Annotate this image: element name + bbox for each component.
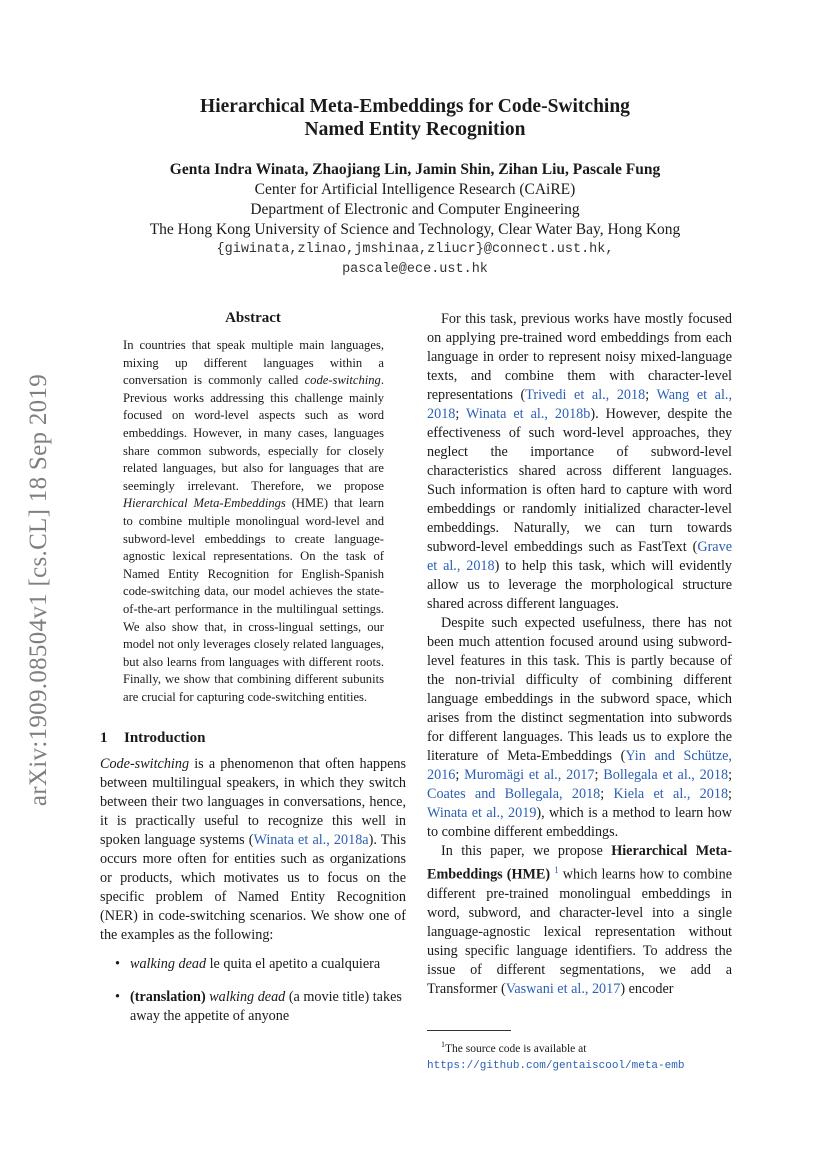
separator: ;	[728, 767, 733, 783]
paper-title	[100, 95, 730, 141]
citation-link[interactable]: Grave et al., 2018	[427, 539, 732, 574]
text-run: walking dead	[209, 989, 286, 1006]
author-names: Genta Indra Winata, Zhaojiang Lin, Jamin Shin, Zihan Liu, Pascale Fung	[169, 161, 661, 178]
example-list	[100, 955, 406, 1026]
text-run: For this task, previous works have mostly focused on applying pre-trained word embeddings from each language in order to represent noisy mixed-language texts, and combine them with character-level representations (	[427, 311, 732, 403]
section-number: 1	[100, 730, 108, 747]
email-line-2: pascale@ece.ust.hk	[342, 262, 488, 277]
footnote	[427, 1037, 732, 1074]
text-run: ). However, despite the effectiveness of such word-level approaches, they neglect the importance of subword-level characteristics shared across different languages. Such information is often hard to capture with word embeddings or randomly initialized character-level embeddings. Naturally, we can turn towards subword-level embeddings such as FastText (	[427, 406, 733, 555]
text-run: (translation)	[130, 989, 206, 1006]
example-item	[112, 955, 406, 974]
body-paragraph	[427, 310, 732, 614]
text-run: ), which is a method to learn how to combine different embeddings.	[427, 805, 732, 840]
author-block	[100, 160, 730, 280]
separator: ;	[594, 767, 604, 783]
abstract-part: In countries that speak multiple main languages, mixing up different languages within a conversation is commonly called	[123, 338, 384, 388]
text-run: which learns how to combine different pre-trained monolingual embeddings in word, subword, and character-level into a single language-agnostic lexical representation without using specific language identifiers. To address the issue of different segmentations, we add a Transformer (	[427, 866, 733, 997]
method-name: Hierarchical Meta-Embeddings (HME)	[427, 843, 732, 883]
example-item	[112, 988, 406, 1026]
intro-paragraph	[100, 755, 406, 945]
body-paragraph	[427, 842, 732, 999]
citation-link[interactable]: Yin and Schütze, 2016	[427, 748, 732, 783]
separator: ;	[645, 387, 657, 403]
text-run: walking dead	[130, 956, 207, 973]
citation-link[interactable]: Kiela et al., 2018	[613, 786, 729, 802]
footnote-divider	[427, 1030, 511, 1031]
abstract-part: . Previous works addressing this challenge mainly focused on word-level aspects such as word embeddings. However, in many cases, languages share common subwords, especially for closely related languages, but also for languages that are seemingly irrelevant. Therefore, we propose	[123, 373, 384, 493]
text-run: In this paper, we propose	[441, 843, 612, 859]
term: Code-switching	[100, 756, 190, 773]
citation-link[interactable]: Winata et al., 2019	[427, 805, 537, 821]
separator: ;	[600, 786, 614, 802]
footnote-marker[interactable]: 1	[554, 865, 559, 875]
left-column	[100, 310, 406, 1040]
title-line-1: Hierarchical Meta-Embeddings for Code-Switching	[200, 96, 630, 117]
text-run: Despite such expected usefulness, there has not been much attention focused around using subword-level features in this task. This is partly because of the non-trivial difficulty of combining different language embeddings in the subword space, which arises from the distinct segmentation into subwords for different languages. This leads us to explore the literature of Meta-Embeddings (	[427, 615, 732, 764]
abstract-text	[123, 337, 384, 706]
title-line-2: Named Entity Recognition	[304, 119, 526, 140]
footnote-text: The source code is available at	[445, 1042, 587, 1055]
section-title: Introduction	[124, 730, 206, 747]
citation-link[interactable]: Coates and Bollegala, 2018	[427, 786, 601, 802]
separator: ;	[455, 406, 467, 422]
citation-link[interactable]: Muromägi et al., 2017	[464, 767, 595, 783]
footnote-number: 1	[441, 1040, 445, 1049]
email-line-1: {giwinata,zlinao,jmshinaa,zliucr}@connect.ust.hk,	[216, 242, 614, 257]
affiliation-3: The Hong Kong University of Science and Technology, Clear Water Bay, Hong Kong	[149, 221, 681, 238]
body-paragraph	[427, 614, 732, 842]
separator: ;	[728, 786, 732, 802]
citation-link[interactable]: Winata et al., 2018b	[466, 406, 591, 422]
section-heading-introduction	[100, 730, 406, 747]
text-run: is a phenomenon that often happens between multilingual speakers, in which they switch between their two languages in conversations, hence, it is practically useful to recognize this well in spoken language systems (	[100, 756, 406, 849]
abstract-term: Hierarchical Meta-Embeddings	[123, 496, 286, 511]
right-column	[427, 310, 732, 999]
citation-link[interactable]: Winata et al., 2018a	[253, 832, 369, 849]
abstract-heading: Abstract	[225, 310, 281, 326]
arxiv-id: arXiv:1909.08504v1 [cs.CL] 18 Sep 2019	[25, 373, 53, 807]
abstract-term: code-switching	[304, 373, 381, 388]
text-run: ). This occurs more often for entities such as organizations or products, which motivates us to focus on the specific problem of Named Entity Recognition (NER) in code-switching scenarios. We show one of the examples as the following:	[100, 832, 406, 944]
affiliation-2: Department of Electronic and Computer Engineering	[250, 201, 580, 218]
separator: ;	[455, 767, 465, 783]
abstract-part: (HME) that learn to combine multiple monolingual word-level and subword-level embeddings to create language-agnostic lexical representations. On the task of Named Entity Recognition for English-Spanish code-switching data, our model achieves the state-of-the-art performance in the multilingual settings. We also show that, in cross-lingual settings, our model not only leverages closely related languages, but also learns from languages with different roots. Finally, we show that combining different subunits are crucial for capturing code-switching entities.	[123, 496, 384, 704]
text-run: (a movie title) takes away the appetite of anyone	[130, 989, 402, 1025]
citation-link[interactable]: Vaswani et al., 2017	[505, 980, 621, 997]
arxiv-stamp	[4, 300, 74, 880]
citation-link[interactable]: Trivedi et al., 2018	[525, 387, 646, 403]
text-run: le quita el apetito a cualquiera	[206, 956, 381, 973]
text-run: ) to help this task, which will evidently allow us to leverage the morphological structure shared across different languages.	[427, 558, 733, 612]
citation-link[interactable]: Bollegala et al., 2018	[603, 767, 729, 783]
source-code-link[interactable]: https://github.com/gentaiscool/meta-emb	[427, 1059, 685, 1072]
text-run: ) encoder	[620, 980, 674, 997]
affiliation-1: Center for Artificial Intelligence Research (CAiRE)	[254, 181, 576, 198]
citation-link[interactable]: Wang et al., 2018	[427, 387, 732, 422]
